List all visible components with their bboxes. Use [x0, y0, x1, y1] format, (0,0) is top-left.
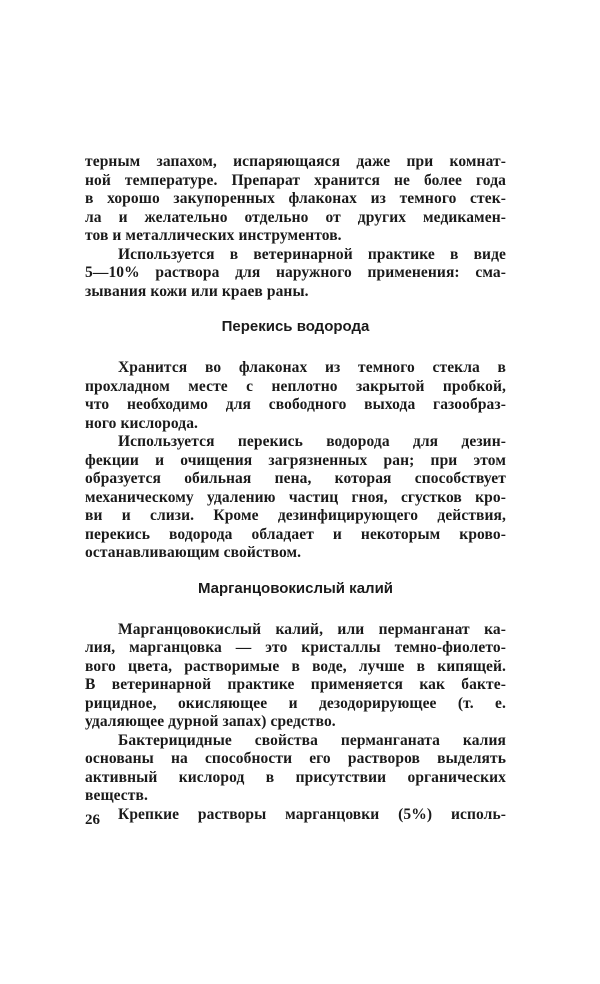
text-line: В ветеринарной практике применяется как бакте-: [85, 676, 506, 693]
paragraph: [85, 806, 506, 825]
section-heading: Перекись водорода: [221, 318, 370, 335]
text-line: фекции и очищения загрязненных ран; при этом: [85, 451, 506, 469]
text-line: Крепкие растворы марганцовки (5%) исполь-: [118, 805, 506, 823]
text-line: зывания кожи или краев раны.: [85, 282, 309, 300]
text-line: терным запахом, испаряющаяся даже при комнат-: [85, 153, 506, 170]
paragraph: [85, 153, 506, 246]
text-line: ви и слизи. Кроме дезинфицирующего действия,: [85, 507, 506, 524]
section-heading: Марганцовокислый калий: [197, 579, 394, 597]
text-line: веществ.: [85, 787, 148, 804]
paragraph: [85, 621, 506, 732]
text-line: удаляющее дурной запах) средство.: [85, 713, 336, 730]
text-line: ного кислорода.: [85, 414, 199, 432]
text-line: 5—10% раствора для наружного применения: сма-: [85, 264, 506, 281]
page-number: 26: [85, 812, 100, 828]
text-line: Хранится во флаконах из темного стекла в: [118, 359, 506, 376]
paragraph: [85, 732, 506, 806]
text-line: Марганцовокислый калий, или перманганат ка-: [118, 620, 506, 638]
text-line: Бактерицидные свойства перманганата калия: [118, 731, 506, 749]
text-line: тов и металлических инструментов.: [85, 227, 342, 244]
paragraph: [85, 433, 506, 563]
text-line: лия, марганцовка — это кристаллы темно-фиолето-: [85, 639, 506, 656]
text-line: Используется перекись водорода для дезин-: [118, 433, 506, 450]
text-line: рицидное, окисляющее и дезодорирующее (т. е.: [85, 694, 506, 712]
text-line: механическому удалению частиц гноя, сгустков кро-: [85, 488, 506, 506]
text-line: образуется обильная пена, которая способствует: [85, 470, 506, 487]
text-line: ла и желательно отдельно от других медикамен-: [85, 208, 506, 226]
text-line: вого цвета, растворимые в воде, лучше в кипящей.: [85, 657, 506, 675]
text-line: активный кислород в присутствии органических: [85, 768, 506, 786]
page-text: [85, 153, 506, 824]
text-line: основаны на способности его растворов выделять: [85, 750, 506, 767]
text-line: перекись водорода обладает и некоторым крово-: [85, 525, 506, 543]
text-line: что необходимо для свободного выхода газообраз-: [85, 396, 506, 413]
text-line: в хорошо закупоренных флаконах из темного стек-: [85, 190, 506, 207]
text-line: ной температуре. Препарат хранится не более года: [85, 171, 506, 189]
text-line: Используется в ветеринарной практике в виде: [118, 245, 506, 263]
paragraph: [85, 246, 506, 302]
text-line: останавливающим свойством.: [85, 544, 302, 561]
text-line: прохладном месте с неплотно закрытой пробкой,: [85, 377, 506, 395]
paragraph: [85, 359, 506, 433]
